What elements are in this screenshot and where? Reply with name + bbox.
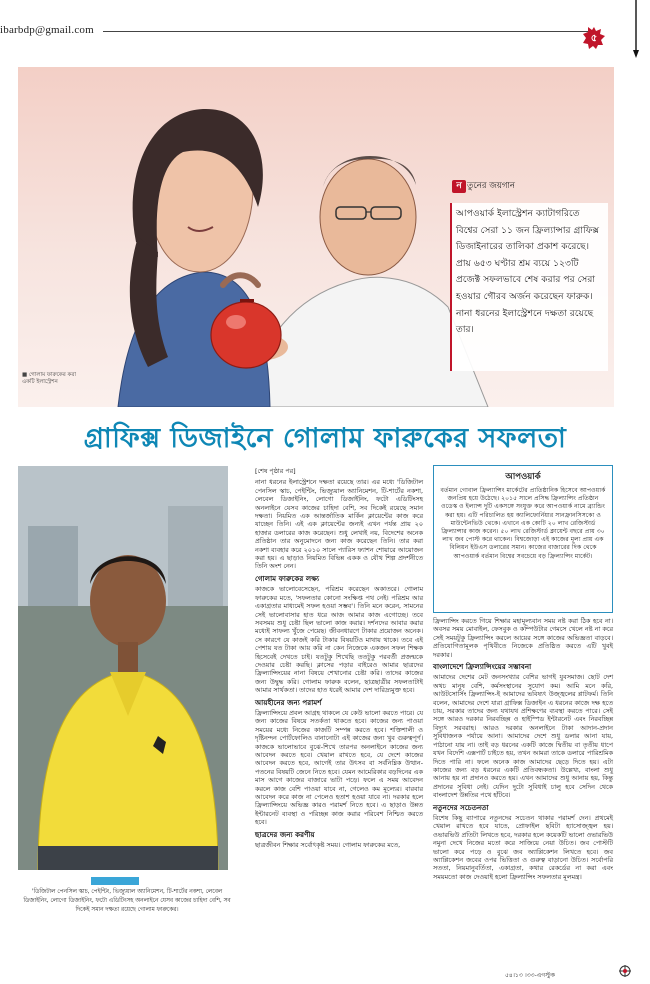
page-badge-number: ৫	[590, 33, 598, 44]
header-rule	[103, 31, 593, 32]
col3-subhead-awareness: নতুনদের সচেতনতা	[433, 802, 489, 812]
col3-subhead-prospects: বাংলাদেশে ফ্রিল্যান্সিংয়ের সম্ভাবনা	[433, 662, 532, 672]
hero-heading-text: তুনের জয়গান	[467, 181, 515, 191]
hero-caption: ■ গোলাম ফারুকের করা একটি ইলাস্ট্রেশন	[22, 372, 77, 385]
footer-page-info: ৫৪।১৩ ।৩৩-এগস্টুক	[505, 972, 555, 979]
col3-paragraph-3: বিশেষ কিছু ব্যাপারে নতুনদের সচেতন থাকার পরামর্শ দেন। প্রথমেই খেয়াল রাখতে হবে যাতে, প্রোফাইল ছবিটা হ্যাসোজ্জ্বল হয়। ওভারভিউ প্রতিটা লিখতে হবে, দরকার হলে কয়েকটি ভালো ওভারভিউ নমুনা দেখে নিজের মতো করে সাজিয়ে নেয়া উচিত। জব পোস্টটি ভালো করে পড়ে ও বুঝে জব অ্যাপ্লিকেশন লিখতে হবে। জব অ্যাপ্লিকেশন জবের ওপর ভিত্তিতা ও গুরুত্ব বাড়ানো উচিত। সর্বোপরি সততা, নিয়মানুবর্তিতা, একাগ্রতা, কথার রেকর্ডের না করা এবং সময়মতো কাজ দেওয়াই হলো ফ্রিল্যান্সিং সফলতার মূলমন্ত্র।	[433, 813, 613, 881]
hero-heading-drop: ন	[452, 180, 466, 193]
col2-paragraph-3: ফ্রিল্যান্সিংয়ে প্রবল আগ্রহ থাকলে যে কেউ ভালো করতে পারে। যে জন্য কাজের বিষয়ে সতর্কতা থাকতে হবে। কাজের জন্য পাওয়া সময়ের মধ্যে নিজের কাজটি সম্পন্ন করতে হবে। শক্তিশালী ও দৃষ্টিনন্দন পোর্টফোলিও বানানোটা এই কাজের জন্য খুব গুরুত্বপূর্ণ। কাজকে ভালোভাবে বুঝে-শিখে তারপর অনলাইনে কাজের জন্য আবেদন করতে হবে। খেয়াল রাখতে হবে, যে দেশে কাজের আবেদন করতে হবে, আগেই তার উৎসব বা সর্বনিম্নিক উত্থান-পতনের বিষয়টি জেনে নিতে হবে। যেমন আমেরিকার বড়দিনের এক মাস আগে কাজের বাজারে ভাটা পড়ে। ফলে এ সময় আবেদন করলে কাজ বেশি পাওয়া যাবে না, গেলেও কম মূল্যের। বারবার আবেদন করে কাজ না পেলেও হতাশ হওয়া যাবে না। দরকার হলে ফ্রিল্যান্সিংয়ে অভিজ্ঞ কারও পরামর্শ নিতে হবে। এ ছাড়াও উন্নত ইন্টারনেট ব্যবস্থা ও পরিচ্ছন্ন কাজ করার পরিবেশ নিশ্চিত করতে হবে।	[255, 708, 423, 827]
col2-subhead-advice: আয়হীনের জন্য পরামর্শ	[255, 697, 322, 707]
col2-paragraph-2: কাজকে ভালোবেসেছেন, পরিশ্রম করেছেন অকাতরে। গোলাম ফারুকের মতে, 'সফলতার কোনো সংক্ষিপ্ত পথ নেই। পরিশ্রম আর একাগ্রতার মাধ্যমেই সফল হওয়া সম্ভব'। তিনি মনে করেন, সামনের সেই ভালোবাসার হাত ধরে আজ আমার কাজ এগোচ্ছে। তবে সবসময় শুধু চেষ্টা ছিল ভালো কাজ করার। দর্শনদের আবার করার মধ্যেই সাফল্য খুঁজে পেয়েছ। জীবনধারণে টাকার প্রয়োজন অনেক। সে কারণে যে কাজই করি টাকার বিষয়টিও মাথায় থাকে। তবে এই পেশায় যত টাকা আয় করি না কেন নিজেকে একজন সফল শিক্ষক হিসেবেই দেখতে চাই। যতটুকু শিখেছি ততটুকু পরবর্তী প্রজন্মকে দেওয়ার চেষ্টা করছি। ক্লাসের পড়ার বাইরেও আমার ছাত্রদের ফ্রিল্যান্সিংয়ের নানা বিষয়ে শেখানোর চেষ্টা করি। তাদের কাজের জন্য উদ্বুদ্ধ করি। গোলাম ফারুক বলেন, ছাত্রছাত্রীর সফলতাটাই আমার সার্থকতা। তাদের হাত ধরেই আমার দেশ দারিদ্র্যমুক্ত হবে।	[255, 585, 423, 695]
caption-accent-bar	[91, 877, 139, 885]
registration-mark-icon	[619, 962, 631, 974]
infobox-title: আপওয়ার্ক	[505, 472, 541, 482]
side-arrow	[633, 0, 639, 62]
article-headline: গ্রাফিক্স ডিজাইনে গোলাম ফারুকের সফলতা	[83, 423, 567, 454]
col2-paragraph-4: ছাত্রজীবন শিক্ষার সর্বোৎকৃষ্ট সময়। গোলাম ফারুকের মতে,	[255, 841, 401, 850]
page-badge	[582, 26, 606, 50]
header-email: ibarbdp@gmail.com	[0, 24, 94, 36]
article-column-2	[255, 467, 423, 852]
infobox-body: বর্তমান গোবাল ফ্রিল্যান্সিং মার্কেটের প্রাতিষ্ঠানিক হিসেবে আপওয়ার্ক জনপ্রিয় হয়ে উঠেছে। ২০১৫ সালে প্রসিদ্ধ ফ্রিল্যান্সিং প্রতিষ্ঠান ওডেস্ক ও ইল্যান্স দুটি একসঙ্গে সংযুক্ত করে আপওয়ার্ক নামে ব্র্যান্ডিং করা হয়। এটি পরিচালিত হয় ক্যালিফোর্নিয়ার সানফ্রানসিসকো ও মাউন্টেনভিউ থেকে। এখানে এক কোটি ২০ লাখ রেজিস্টার্ড ফ্রিল্যান্সার কাজ করেন। ৫০ লাখ রেজিস্টার্ড ক্লায়েন্ট বছরে প্রায় ৩০ লাখ জব পোস্ট করে থাকেন। বিশ্বজোড়া এই কাজের মূল্য প্রায় এক বিলিয়ন ইউএস ডলারের সমান। কাজের বাজারের দিক থেকে আপওয়ার্ক বর্তমান বিশ্বের সবচেয়ে বড় ফ্রিল্যান্সিং মার্কেট।	[440, 487, 606, 560]
portrait-photo	[18, 466, 228, 870]
col3-paragraph-2: আমাদের দেশের মেট জনসংখ্যার বেশির ভাগই যুবসমাজ। ছোট দেশ অথচ মানুষ বেশি, কর্মসংস্থানের সুযোগ কম। আমি মনে করি, আউটসোর্সিং ফ্রিল্যান্সিং-ই আমাদের ভবিষ্যৎ উজ্জ্বলের প্লাটফর্ম। তিনি বলেন, আমাদের দেশে যারা গ্রাফিক্স ডিজাইন এ ধরনের কাজে দক্ষ হতে চায়, সরকার তাদের জন্য যথাযথ প্রশিক্ষণের ব্যবস্থা করতে পারে। সেই সঙ্গে আরও দরকার নিরবচ্ছিন্ন ও হাইস্পিড ইন্টারনেট এবং নিরবচ্ছিন্ন বিদ্যুৎ সরবরাহ। আরও দরকার অনলাইনে টাকা আদান-প্রদান সুবিধাজনক পর্যায়ে আনা। আমাদের দেশে শুধু ডলার আনা যায়, পাঠানো যায় না। তাই বড় ধরনের একটি কাজে দ্বিতীয় বা তৃতীয় ধাপে যখন বিদেশি এক্সপার্ট চাইতে হয়, তখন আমরা তাকে ডলারে পারিশ্রমিক দিতে পারি না। ফলে অনেক কাজ আমাদের ছেড়ে দিতে হয়। এটা কাজের জন্য বড় ধরনের একটি প্রতিবন্ধকতা। উল্লেখ্য, বাংলা শুধু আনায় হয় না প্রদানও করতে হয়। এখন আমাদের শুধু আনায় হয়, কিন্তু প্রদানের সুবিধা নেই। যেদিন দুটো সুবিধাই চালু হবে সেদিন থেকে বাংলাদেশ উন্নতির পথে হাঁটবে।	[433, 673, 613, 800]
hero-heading	[452, 179, 515, 193]
article-column-3	[433, 617, 613, 884]
col2-subhead-goal: গোলাম ফারুকের লক্ষ্য	[255, 573, 320, 583]
hero-textbox: আপওয়ার্ক ইলাস্ট্রেশন ক্যাটাগরিতে বিশ্বের সেরা ১১ জন ফ্রিল্যান্সার গ্রাফিক্স ডিজাইনারের তালিকা প্রকাশ করেছে। প্রায় ৬৫৩ ঘণ্টার শ্রম ব্যয়ে ১২৩টি প্রজেক্ট সফলভাবে শেষ করার পর সেরা হওয়ার গৌরব অর্জন করেছেন ফারুক। নানা ধরনের ইলাস্ট্রেশনে দক্ষতা রয়েছে তার।	[450, 203, 608, 371]
col3-paragraph-1: ফ্রিল্যান্সিং করতে গিয়ে শিক্ষার মহামূল্যবান সময় নষ্ট করা ঠিক হবে না। অবসর সময় মোবাইল, ফেসবুক ও কম্পিউটার গেমসে খেলে নষ্ট না করে সেই সময়টুকু ফ্রিল্যান্সিং করলে আয়ের সঙ্গে কাজের অভিজ্ঞতা বাড়বে। প্রতিযোগিতামূলক পৃথিবীতে নিজেকে প্রতিষ্ঠিত করতে এটি খুবই দরকার।	[433, 617, 613, 659]
col2-subhead-students: ছাত্রদের জন্য করণীয়	[255, 829, 315, 839]
portrait-caption: 'ডিজিটাল পেনসিল স্কাচ, পেইন্টিং, ভিজ্যুয়াল অ্যানিমেশন, টি-শার্টের নকশা, লেবেল ডিজাইনিং, লোগো ডিজাইনিং, ফটো এডিটিংসহ অনলাইনে যেসব কাজের চাহিদা বেশি, সব দিকেই সমান দক্ষতা রয়েছে গোলাম ফারুকের।	[23, 889, 231, 913]
portrait-artwork	[18, 466, 228, 870]
continued-label: [শেষ পৃষ্ঠার পর]	[255, 467, 296, 475]
col2-paragraph-1: নানা ধরনের ইলাস্ট্রেশনে দক্ষতা রয়েছে তার। এর মধ্যে 'ডিজিটাল পেনসিল স্কাচ, পেইন্টিং, ভিজ্যুয়াল অ্যানিমেশন, টি-শার্টের নকশা, লেবেল ডিজাইনিং, লোগো ডিজাইনিং, ফটো এডিটিংসহ অনলাইনে যেসব কাজের চাহিদা বেশি, সব দিকেই রয়েছে সমান দক্ষতা। নিয়মিত এক আন্তর্জাতিক মার্কিন ক্লায়েন্টের কাজ করে যাচ্ছেন তিনি। এই এক ক্লায়েন্টের জন্যই এখন পর্যন্ত প্রায় ২০ হাজার ডলারের কাজ করেছেন। শুধু লেখাই নয়, বিদেশের অনেক প্রতিষ্ঠান তার অনুমোদনে জন্য কাজ করেছেন তিনি। তার করা নকশা ব্যবহার করে ২০১০ সালে প্যারিস ফ্যাশন শোয়ারে আয়োজন করা হয়। এ ছাড়াও নিয়মিত বিভিন্ন একক ও যৌথ শিল্প প্রদর্শনীতে তিনি অংশ নেন।	[255, 478, 423, 571]
upwork-infobox	[433, 465, 613, 613]
